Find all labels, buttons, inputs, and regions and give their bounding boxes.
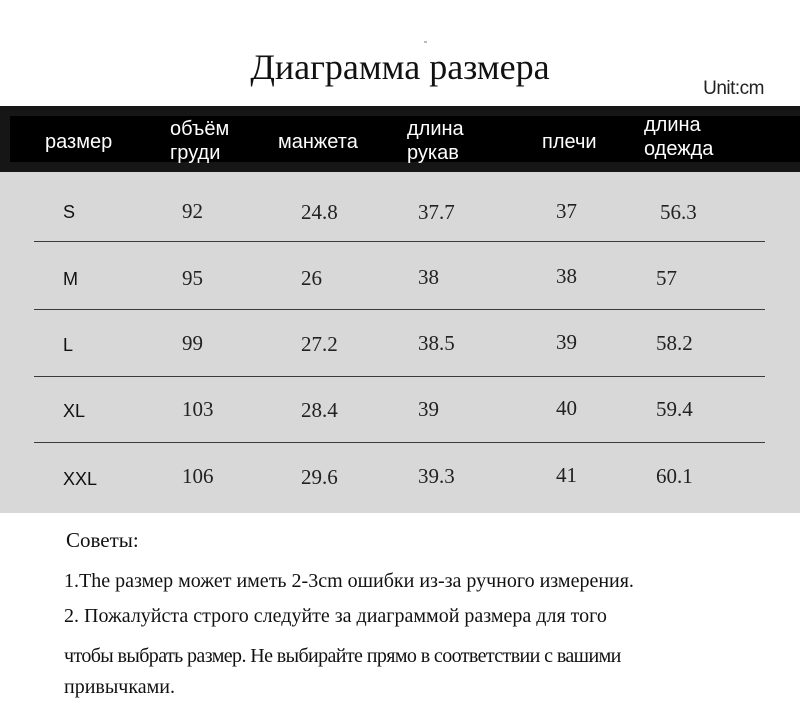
cell-sleeve: 39.3 xyxy=(418,464,455,488)
cell-sleeve: 39 xyxy=(418,397,439,421)
cell-sleeve: 38 xyxy=(418,265,439,289)
cell-length: 56.3 xyxy=(660,200,697,224)
cell-size: S xyxy=(63,202,76,222)
tip-line: 2. Пожалуйста строго следуйте за диаграммой размера для того xyxy=(64,605,607,627)
cell-chest: 106 xyxy=(182,464,214,488)
header-chest-line1: объём xyxy=(170,118,230,140)
cell-shoulder: 40 xyxy=(556,396,577,420)
header-length-line2: одежда xyxy=(644,138,714,160)
cell-sleeve: 38.5 xyxy=(418,331,455,355)
cell-length: 60.1 xyxy=(656,464,693,488)
cell-cuff: 24.8 xyxy=(301,200,338,224)
cell-shoulder: 41 xyxy=(556,463,577,487)
header-chest xyxy=(170,117,229,165)
cell-chest: 92 xyxy=(182,199,203,223)
header-sleeve-line1: длина xyxy=(407,118,464,140)
cell-shoulder: 38 xyxy=(556,264,577,288)
tip-line: 1.The размер может иметь 2-3cm ошибки из-за ручного измерения. xyxy=(64,570,634,592)
header-sleeve-line2: рукав xyxy=(407,142,459,164)
cell-cuff: 28.4 xyxy=(301,398,338,422)
cell-length: 59.4 xyxy=(656,397,693,421)
header-shoulder: плечи xyxy=(542,131,597,153)
header-sleeve xyxy=(407,117,464,165)
table-row xyxy=(0,242,800,309)
unit-label: Unit:cm xyxy=(703,78,764,99)
cell-size: M xyxy=(63,269,78,289)
cell-size: XXL xyxy=(63,469,98,489)
header-length xyxy=(644,113,713,161)
table-row xyxy=(0,377,800,444)
page-title: Диаграмма размера xyxy=(250,47,550,87)
table-row xyxy=(0,443,800,510)
header-size: размер xyxy=(45,131,113,153)
cell-size: XL xyxy=(63,401,86,421)
cell-shoulder: 37 xyxy=(556,199,577,223)
cell-chest: 99 xyxy=(182,331,203,355)
cell-length: 58.2 xyxy=(656,331,693,355)
tips-title: Советы: xyxy=(66,528,139,552)
table-row xyxy=(0,310,800,377)
header-length-line1: длина xyxy=(644,114,701,136)
cell-size: L xyxy=(63,335,74,355)
tip-line: привычками. xyxy=(64,676,175,698)
cell-sleeve: 37.7 xyxy=(418,200,455,224)
cell-shoulder: 39 xyxy=(556,330,577,354)
decorative-dot xyxy=(424,41,427,43)
tip-line: чтобы выбрать размер. Не выбирайте прямо в соответствии с вашими xyxy=(64,645,621,667)
table-body xyxy=(0,172,800,513)
cell-cuff: 29.6 xyxy=(301,465,338,489)
cell-length: 57 xyxy=(656,266,677,290)
table-header xyxy=(0,106,800,172)
header-cuff: манжета xyxy=(278,131,358,153)
header-chest-line2: груди xyxy=(170,142,221,164)
cell-cuff: 27.2 xyxy=(301,332,338,356)
table-row xyxy=(0,172,800,239)
cell-chest: 103 xyxy=(182,397,214,421)
cell-cuff: 26 xyxy=(301,266,322,290)
cell-chest: 95 xyxy=(182,266,203,290)
